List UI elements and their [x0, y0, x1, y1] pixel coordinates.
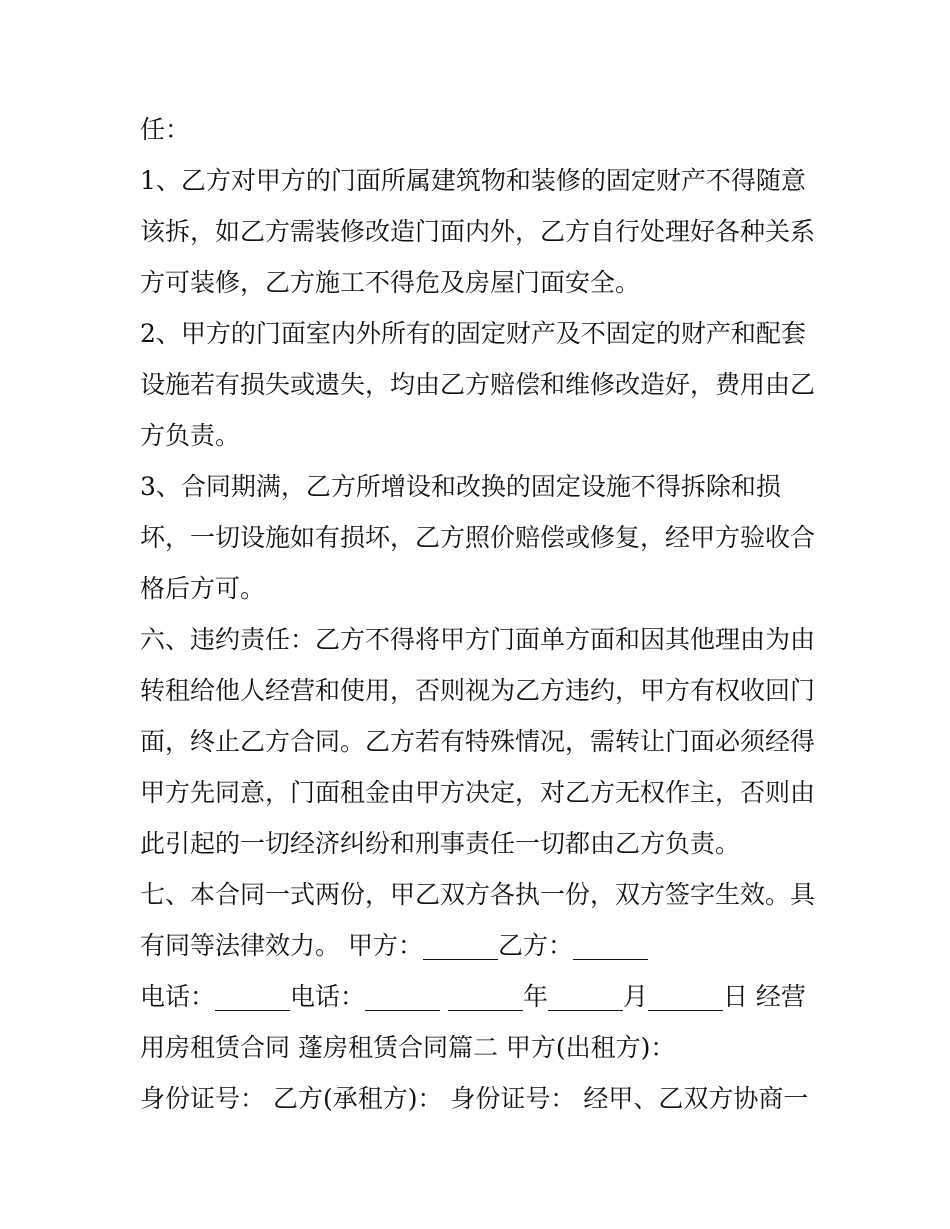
- text-line: 身份证号： 乙方(承租方)： 身份证号： 经甲、乙双方协商一: [140, 1084, 809, 1113]
- text-line: 有同等法律效力。 甲方：______乙方：______: [140, 931, 648, 960]
- text-line: 六、违约责任：乙方不得将甲方门面单方面和因其他理由为由: [140, 625, 816, 654]
- text-line: 七、本合同一式两份，甲乙双方各执一份，双方签字生效。具: [140, 880, 816, 909]
- text-line: 面，终止乙方合同。乙方若有特殊情况，需转让门面必须经得: [140, 727, 816, 756]
- text-line: 该拆，如乙方需装修改造门面内外，乙方自行处理好各种关系: [140, 217, 816, 246]
- text-line: 转租给他人经营和使用，否则视为乙方违约，甲方有权收回门: [140, 676, 816, 705]
- text-line: 方可装修，乙方施工不得危及房屋门面安全。: [140, 268, 641, 297]
- text-line: 任：: [140, 115, 191, 144]
- text-line: 方负责。: [140, 421, 241, 450]
- document-body: [140, 104, 820, 1124]
- text-line: 设施若有损失或遗失，均由乙方赔偿和维修改造好，费用由乙: [140, 370, 816, 399]
- text-line: 用房租赁合同 蓬房租赁合同篇二 甲方(出租方)：: [140, 1033, 676, 1062]
- text-line: 格后方可。: [140, 574, 266, 603]
- text-line: 此引起的一切经济纠纷和刑事责任一切都由乙方负责。: [140, 829, 741, 858]
- text-line: 坏，一切设施如有损坏，乙方照价赔偿或修复，经甲方验收合: [140, 523, 816, 552]
- text-line: 1、乙方对甲方的门面所属建筑物和装修的固定财产不得随意: [140, 166, 806, 195]
- text-line: 2、甲方的门面室内外所有的固定财产及不固定的财产和配套: [140, 319, 806, 348]
- text-line: 电话：______电话：______ ______年______月______日 经营: [140, 982, 806, 1011]
- text-line: 甲方先同意，门面租金由甲方决定，对乙方无权作主，否则由: [140, 778, 816, 807]
- text-line: 3、合同期满，乙方所增设和改换的固定设施不得拆除和损: [140, 472, 781, 501]
